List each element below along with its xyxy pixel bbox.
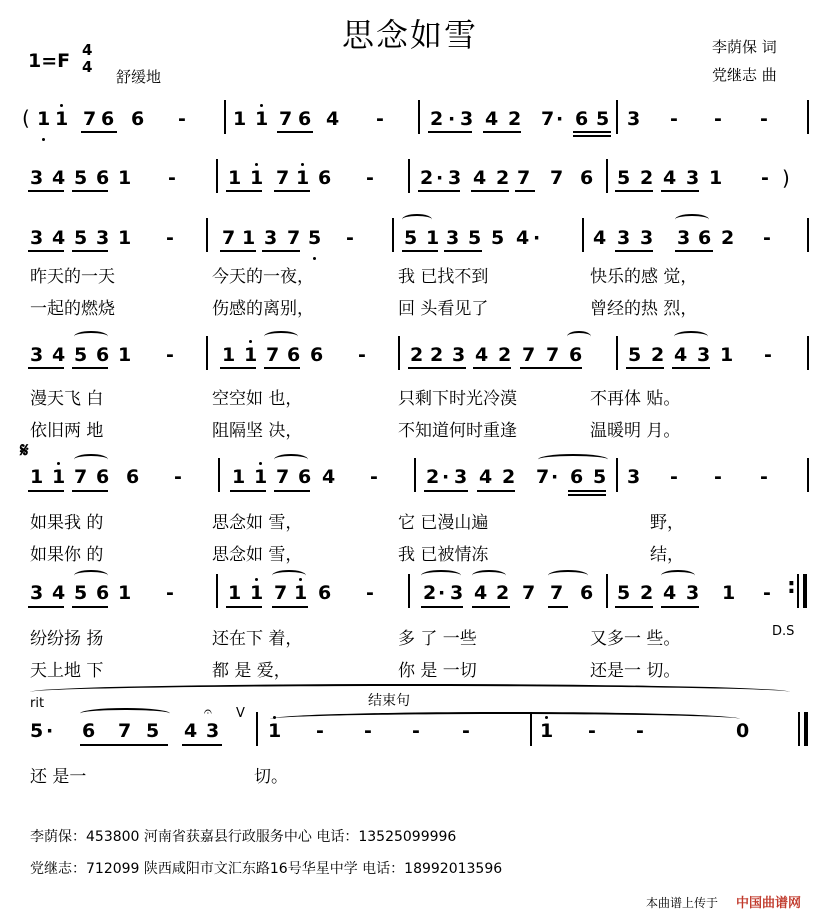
staff-line-1 — [0, 104, 840, 144]
note: 3 — [30, 582, 44, 604]
note: 3 — [697, 344, 711, 366]
staff-line-4 — [0, 340, 840, 380]
lyric-phrase: 如果我 的 — [30, 513, 104, 533]
dash: - — [316, 720, 324, 742]
dash: - — [166, 582, 174, 604]
note: 6 — [580, 167, 594, 189]
note: 5 — [74, 227, 88, 249]
note: 1 — [242, 227, 256, 249]
note: 1 — [296, 167, 310, 189]
note: 6 — [287, 344, 301, 366]
note: 3 — [264, 227, 278, 249]
dash: - — [761, 167, 769, 189]
note: 1 — [222, 344, 236, 366]
note: 4 — [475, 344, 489, 366]
dash: - — [760, 108, 768, 130]
note: 2 — [430, 344, 444, 366]
dash: - — [168, 167, 176, 189]
note: 7 — [276, 167, 290, 189]
note: 2 — [423, 582, 437, 604]
lyricist: 李荫保 词 — [712, 38, 777, 56]
note: 3 — [30, 167, 44, 189]
song-title: 思念如雪 — [342, 16, 479, 54]
note: 6 — [298, 466, 312, 488]
note: 7 — [522, 344, 536, 366]
note: 1 — [232, 466, 246, 488]
lyric-phrase: 思念如 雪， — [212, 545, 303, 565]
note: 2 — [410, 344, 424, 366]
upload-note: 本曲谱上传于 — [646, 896, 719, 910]
note: 2 — [502, 466, 516, 488]
note: 1 — [250, 582, 264, 604]
note: · — [533, 227, 541, 249]
lyric-phrase: 不再体 贴。 — [590, 389, 681, 409]
note: · — [46, 720, 54, 742]
note: 3 — [617, 227, 631, 249]
dash: - — [364, 720, 372, 742]
note: 5 — [491, 227, 505, 249]
note: · — [448, 108, 456, 130]
dash: - — [174, 466, 182, 488]
note: 2 — [496, 167, 510, 189]
note: 7 — [266, 344, 280, 366]
lyric-phrase: 纷纷扬 扬 — [30, 629, 104, 649]
note: 7 — [274, 582, 288, 604]
note: 7 — [222, 227, 236, 249]
note: 4 — [593, 227, 607, 249]
opening-paren: ( — [22, 106, 30, 130]
note: 1 — [228, 582, 242, 604]
note: 3 — [450, 582, 464, 604]
note: 7 — [287, 227, 301, 249]
note: 2 — [640, 582, 654, 604]
lyric-phrase: 你 是 一切 — [398, 661, 477, 681]
ds-marking: D.S — [772, 624, 795, 639]
site-logo[interactable]: 中国曲谱网 — [736, 896, 802, 911]
lyric-phrase: 快乐的感 觉， — [590, 267, 698, 287]
note: 6 — [310, 344, 324, 366]
coda-bracket — [30, 684, 790, 700]
note: 1 — [722, 582, 736, 604]
note: 1 — [255, 108, 269, 130]
note: 4 — [674, 344, 688, 366]
note: 7 — [550, 167, 564, 189]
note: 7 — [83, 108, 97, 130]
note: 2 — [430, 108, 444, 130]
note: 5 — [404, 227, 418, 249]
note: 1 — [709, 167, 723, 189]
dash: - — [166, 344, 174, 366]
note: 1 — [118, 167, 132, 189]
note: 5 — [74, 167, 88, 189]
dash: - — [760, 466, 768, 488]
note: 2 — [640, 167, 654, 189]
note: 7 — [550, 582, 564, 604]
note: 5 — [593, 466, 607, 488]
note: 4 — [474, 582, 488, 604]
closing-paren: ) — [782, 166, 790, 190]
dash: - — [366, 167, 374, 189]
dash: - — [166, 227, 174, 249]
lyric-phrase: 伤感的离别， — [212, 299, 314, 319]
note: 4 — [52, 582, 66, 604]
note: 3 — [206, 720, 220, 742]
note: 6 — [575, 108, 589, 130]
note: 6 — [298, 108, 312, 130]
note: 3 — [627, 466, 641, 488]
note: 6 — [698, 227, 712, 249]
dash: - — [763, 582, 771, 604]
lyric-phrase: 结， — [650, 545, 684, 565]
note: 2 — [498, 344, 512, 366]
note: 7 — [279, 108, 293, 130]
note: 4 — [485, 108, 499, 130]
dash: - — [358, 344, 366, 366]
note: 5 — [617, 582, 631, 604]
dash: - — [366, 582, 374, 604]
note: 5 — [308, 227, 322, 249]
note: 6 — [126, 466, 140, 488]
note: 1 — [118, 582, 132, 604]
dash: - — [764, 344, 772, 366]
note: 6 — [318, 582, 332, 604]
note: 3 — [460, 108, 474, 130]
note: 1 — [426, 227, 440, 249]
note: 4 — [52, 167, 66, 189]
note: 3 — [96, 227, 110, 249]
note: 3 — [30, 344, 44, 366]
note: 7 — [522, 582, 536, 604]
octave-dot — [260, 104, 263, 107]
note: 1 — [37, 108, 51, 130]
note: 4 — [52, 344, 66, 366]
note: 1 — [228, 167, 242, 189]
octave-dot — [249, 340, 252, 343]
note: 4 — [326, 108, 340, 130]
octave-dot — [313, 257, 316, 260]
note: 3 — [454, 466, 468, 488]
lyric-phrase: 切。 — [254, 767, 288, 787]
composer-contact: 党继志：712099 陕西咸阳市文汇东路16号华星中学 电话：18992013596 — [30, 861, 503, 877]
dash: - — [714, 466, 722, 488]
note: 3 — [640, 227, 654, 249]
lyric-phrase: 温暖明 月。 — [590, 421, 681, 441]
dash: - — [412, 720, 420, 742]
lyric-phrase: 依旧两 地 — [30, 421, 104, 441]
lyric-phrase: 我 已被情冻 — [398, 545, 489, 565]
note: 5 — [74, 344, 88, 366]
octave-dot — [255, 163, 258, 166]
dash: - — [763, 227, 771, 249]
dash: - — [670, 108, 678, 130]
lyric-phrase: 它 已漫山遍 — [398, 513, 489, 533]
dash: - — [670, 466, 678, 488]
note: 1 — [55, 108, 69, 130]
note: 4 — [52, 227, 66, 249]
repeat-sign: : — [787, 574, 796, 599]
lyric-phrase: 曾经的热 烈， — [590, 299, 698, 319]
note: 5 — [146, 720, 160, 742]
lyric-phrase: 回 头看见了 — [398, 299, 489, 319]
lyric-phrase: 又多一 些。 — [590, 629, 681, 649]
note: 7 — [536, 466, 550, 488]
time-signature: 4 4 — [82, 41, 93, 76]
key-signature: 1=F — [28, 50, 71, 72]
note: 6 — [96, 466, 110, 488]
note: 1 — [540, 720, 554, 742]
octave-dot — [42, 138, 45, 141]
dash: - — [462, 720, 470, 742]
note: 5 — [617, 167, 631, 189]
dash: - — [714, 108, 722, 130]
staff-line-6 — [0, 578, 840, 618]
fermata-icon: 𝄐 — [204, 704, 212, 720]
note: 2 — [496, 582, 510, 604]
octave-dot — [57, 462, 60, 465]
dash: - — [178, 108, 186, 130]
note: 3 — [452, 344, 466, 366]
lyric-phrase: 漫天飞 白 — [30, 389, 104, 409]
lyric-phrase: 不知道何时重逢 — [398, 421, 517, 441]
note: 3 — [627, 108, 641, 130]
note: 7 — [74, 466, 88, 488]
dash: - — [588, 720, 596, 742]
lyric-phrase: 只剩下时光冷漠 — [398, 389, 517, 409]
note: 1 — [244, 344, 258, 366]
note: 6 — [580, 582, 594, 604]
note: 4 — [516, 227, 530, 249]
note: 2 — [426, 466, 440, 488]
note: 6 — [96, 582, 110, 604]
lyric-phrase: 今天的一夜， — [212, 267, 314, 287]
lyric-phrase: 还 是一 — [30, 767, 87, 787]
lyric-phrase: 如果你 的 — [30, 545, 104, 565]
octave-dot — [255, 578, 258, 581]
lyric-phrase: 阻隔坚 决， — [212, 421, 303, 441]
staff-line-2 — [0, 163, 840, 203]
dash: - — [636, 720, 644, 742]
note: · — [551, 466, 559, 488]
note: 2 — [508, 108, 522, 130]
note: 7 — [276, 466, 290, 488]
tie-arc — [270, 712, 740, 726]
note: 2 — [420, 167, 434, 189]
tempo-marking: 舒缓地 — [116, 68, 162, 86]
note: 1 — [268, 720, 282, 742]
note: 1 — [52, 466, 66, 488]
octave-dot — [60, 104, 63, 107]
note: 1 — [720, 344, 734, 366]
note: 3 — [686, 167, 700, 189]
note: 1 — [233, 108, 247, 130]
note: 6 — [96, 167, 110, 189]
note: 1 — [30, 466, 44, 488]
lyric-phrase: 天上地 下 — [30, 661, 104, 681]
note: 7 — [517, 167, 531, 189]
composer: 党继志 曲 — [712, 66, 777, 84]
lyric-phrase: 我 已找不到 — [398, 267, 489, 287]
note: 3 — [686, 582, 700, 604]
lyricist-contact: 李荫保：453800 河南省获嘉县行政服务中心 电话：13525099996 — [30, 829, 457, 845]
note: 5 — [468, 227, 482, 249]
note: 6 — [101, 108, 115, 130]
note: 1 — [250, 167, 264, 189]
note: 3 — [448, 167, 462, 189]
lyric-phrase: 野， — [650, 513, 684, 533]
note: 5 — [628, 344, 642, 366]
note: 7 — [546, 344, 560, 366]
staff-line-3 — [0, 223, 840, 263]
dash: - — [376, 108, 384, 130]
note: 6 — [131, 108, 145, 130]
lyric-phrase: 空空如 也， — [212, 389, 303, 409]
note: · — [438, 582, 446, 604]
note: 2 — [721, 227, 735, 249]
breath-mark: V — [236, 706, 245, 721]
note: 4 — [479, 466, 493, 488]
note: 6 — [318, 167, 332, 189]
note: 2 — [651, 344, 665, 366]
note: 1 — [254, 466, 268, 488]
note: 3 — [677, 227, 691, 249]
note: 1 — [118, 344, 132, 366]
lyric-phrase: 还是一 切。 — [590, 661, 681, 681]
lyric-phrase: 一起的燃烧 — [30, 299, 115, 319]
note: 3 — [446, 227, 460, 249]
octave-dot — [259, 462, 262, 465]
note: 3 — [30, 227, 44, 249]
note: 4 — [663, 167, 677, 189]
lyric-phrase: 思念如 雪， — [212, 513, 303, 533]
staff-line-5 — [0, 462, 840, 502]
note: · — [556, 108, 564, 130]
note: 5 — [74, 582, 88, 604]
note: 5 — [596, 108, 610, 130]
note: 5 — [30, 720, 44, 742]
note: 7 — [541, 108, 555, 130]
note: 1 — [294, 582, 308, 604]
note: 6 — [569, 344, 583, 366]
ending-label: 结束句 — [368, 693, 410, 709]
note: 7 — [118, 720, 132, 742]
note: 6 — [82, 720, 96, 742]
lyric-phrase: 都 是 爱， — [212, 661, 291, 681]
dash: - — [370, 466, 378, 488]
note: 4 — [322, 466, 336, 488]
note: · — [436, 167, 444, 189]
note: 4 — [663, 582, 677, 604]
lyric-phrase: 多 了 一些 — [398, 629, 477, 649]
note: 6 — [570, 466, 584, 488]
lyric-phrase: 昨天的一天 — [30, 267, 115, 287]
segno-sign: 𝄋 — [20, 438, 29, 462]
rit-marking: rit — [30, 696, 45, 711]
note: · — [442, 466, 450, 488]
note: 4 — [473, 167, 487, 189]
note: 6 — [96, 344, 110, 366]
lyric-phrase: 还在下 着， — [212, 629, 303, 649]
dash: - — [346, 227, 354, 249]
note: 0 — [736, 720, 750, 742]
octave-dot — [301, 163, 304, 166]
note: 1 — [118, 227, 132, 249]
note: 4 — [184, 720, 198, 742]
